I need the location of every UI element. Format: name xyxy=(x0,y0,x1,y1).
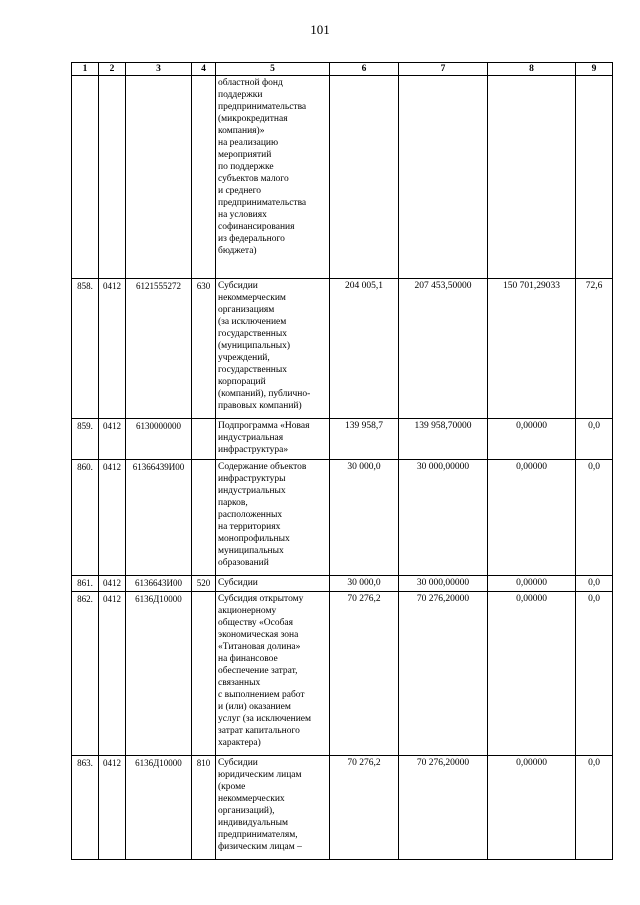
plan-value: 204 005,1 xyxy=(330,279,399,419)
column-header-4: 4 xyxy=(192,63,216,76)
refined-value: 30 000,00000 xyxy=(399,576,488,592)
executed-value: 0,00000 xyxy=(488,592,576,756)
expense-name: Содержание объектов инфраструктуры индустриальных парков, расположенных на территориях монопрофильных муниципальных образований xyxy=(216,460,330,576)
target-article-code: 61366439И00 xyxy=(126,460,192,576)
column-header-7: 7 xyxy=(399,63,488,76)
refined-value: 70 276,20000 xyxy=(399,592,488,756)
executed-value: 0,00000 xyxy=(488,460,576,576)
row-number: 862. xyxy=(72,592,99,756)
expense-name: Субсидии некоммерческим организациям (за исключением государственных (муниципальных) учреждений, государственных корпораций (компаний), публично- правовых компаний) xyxy=(216,279,330,419)
expense-type-code: 630 xyxy=(192,279,216,419)
expense-type-code xyxy=(192,76,216,279)
executed-value: 0,00000 xyxy=(488,576,576,592)
executed-value: 0,00000 xyxy=(488,419,576,460)
column-header-5: 5 xyxy=(216,63,330,76)
section-code: 0412 xyxy=(99,419,126,460)
execution-percent: 0,0 xyxy=(576,756,613,860)
target-article-code xyxy=(126,76,192,279)
row-number: 859. xyxy=(72,419,99,460)
table-row xyxy=(72,592,613,756)
expense-type-code xyxy=(192,419,216,460)
table-row xyxy=(72,279,613,419)
column-header-6: 6 xyxy=(330,63,399,76)
expense-type-code: 810 xyxy=(192,756,216,860)
table-row xyxy=(72,419,613,460)
table-row xyxy=(72,460,613,576)
page-number: 101 xyxy=(310,22,330,37)
section-code: 0412 xyxy=(99,592,126,756)
column-header-1: 1 xyxy=(72,63,99,76)
row-number: 860. xyxy=(72,460,99,576)
section-code: 0412 xyxy=(99,756,126,860)
column-header-9: 9 xyxy=(576,63,613,76)
section-code: 0412 xyxy=(99,460,126,576)
target-article-code: 6130000000 xyxy=(126,419,192,460)
refined-value: 139 958,70000 xyxy=(399,419,488,460)
target-article-code: 6121555272 xyxy=(126,279,192,419)
target-article-code: 6136Д10000 xyxy=(126,592,192,756)
execution-percent: 0,0 xyxy=(576,592,613,756)
execution-percent: 0,0 xyxy=(576,460,613,576)
section-code xyxy=(99,76,126,279)
row-number xyxy=(72,76,99,279)
section-code: 0412 xyxy=(99,279,126,419)
expense-name: Субсидия открытому акционерному обществу «Особая экономическая зона «Титановая долина» на финансовое обеспечение затрат, связанных с выполнением работ и (или) оказанием услуг (за исключением затрат капитального характера) xyxy=(216,592,330,756)
expense-name: областной фонд поддержки предпринимательства (микрокредитная компания)» на реализацию мероприятий по поддержке субъектов малого и среднего предпринимательства на условиях софинансирования из федерального бюджета) xyxy=(216,76,330,279)
execution-percent xyxy=(576,76,613,279)
row-number: 858. xyxy=(72,279,99,419)
target-article-code: 6136Д10000 xyxy=(126,756,192,860)
table-header-row xyxy=(72,63,613,76)
execution-percent: 72,6 xyxy=(576,279,613,419)
expense-type-code xyxy=(192,460,216,576)
plan-value xyxy=(330,76,399,279)
refined-value xyxy=(399,76,488,279)
table-row xyxy=(72,756,613,860)
target-article-code: 6136643И00 xyxy=(126,576,192,592)
column-header-2: 2 xyxy=(99,63,126,76)
refined-value: 30 000,00000 xyxy=(399,460,488,576)
expense-name: Субсидии юридическим лицам (кроме некоммерческих организаций), индивидуальным предпринимателям, физическим лицам – xyxy=(216,756,330,860)
executed-value: 150 701,29033 xyxy=(488,279,576,419)
expense-type-code: 520 xyxy=(192,576,216,592)
executed-value xyxy=(488,76,576,279)
column-header-3: 3 xyxy=(126,63,192,76)
plan-value: 70 276,2 xyxy=(330,756,399,860)
plan-value: 30 000,0 xyxy=(330,460,399,576)
refined-value: 207 453,50000 xyxy=(399,279,488,419)
table-row xyxy=(72,76,613,279)
plan-value: 30 000,0 xyxy=(330,576,399,592)
refined-value: 70 276,20000 xyxy=(399,756,488,860)
expense-type-code xyxy=(192,592,216,756)
column-header-8: 8 xyxy=(488,63,576,76)
execution-percent: 0,0 xyxy=(576,576,613,592)
plan-value: 139 958,7 xyxy=(330,419,399,460)
row-number: 863. xyxy=(72,756,99,860)
section-code: 0412 xyxy=(99,576,126,592)
row-number: 861. xyxy=(72,576,99,592)
executed-value: 0,00000 xyxy=(488,756,576,860)
table-row xyxy=(72,576,613,592)
execution-percent: 0,0 xyxy=(576,419,613,460)
expense-name: Субсидии xyxy=(216,576,330,592)
plan-value: 70 276,2 xyxy=(330,592,399,756)
expense-name: Подпрограмма «Новая индустриальная инфраструктура» xyxy=(216,419,330,460)
budget-table xyxy=(71,62,613,860)
